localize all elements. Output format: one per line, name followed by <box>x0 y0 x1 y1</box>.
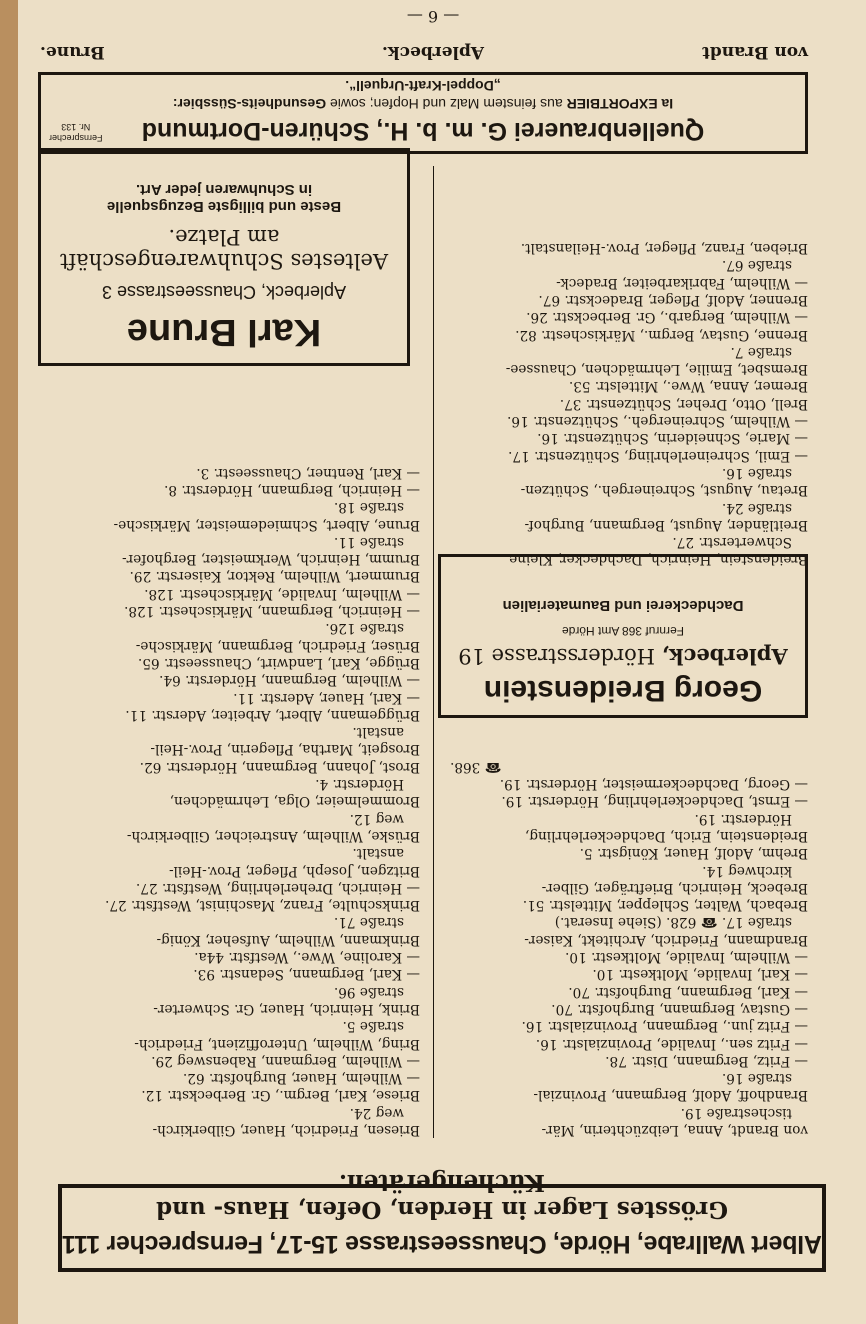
directory-entry: — Fritz sen., Invalide, Provinzialstr. 16. <box>535 1035 808 1052</box>
ad-exportbier: Ia EXPORTBIER <box>566 96 674 112</box>
ad-wallrabe-line1: Albert Wallrabe, Hörde, Chausseestrasse 15-17, Fernsprecher 111 <box>62 1230 822 1258</box>
directory-entry: Bring, Wilhelm, Unteroffizient, Friedrich- <box>134 1035 420 1052</box>
directory-entry: — Wilhelm, Schreinergeh., Schützenstr. 16. <box>507 413 808 430</box>
directory-entry: Brosgeit, Martha, Pflegerin, Prov.-Heil- <box>150 741 420 758</box>
directory-entry: — Wilhelm, Invalide, Moltkestr. 10. <box>565 949 808 966</box>
ad-brune-line5: Beste und billigste Bezugsquelle <box>106 198 342 215</box>
entries-column-right <box>50 463 420 1138</box>
ad-phone-number: Nr. 133 <box>61 122 91 132</box>
directory-entry: — Heinrich, Dreherlehrling, Westfstr. 27. <box>135 879 420 896</box>
directory-entry: Bremsbet, Emilie, Lehrmädchen, Chaussee- <box>505 361 808 378</box>
ad-breidenstein-trade: Dachdeckerei und Baumaterialien <box>502 597 744 614</box>
directory-entry: Brandhoff, Adolf, Bergmann, Provinzial- <box>533 1087 808 1104</box>
directory-entry: Brügge, Karl, Landwirt, Chausseestr. 65. <box>137 654 420 671</box>
directory-entry: straße 96. <box>333 983 404 1000</box>
directory-entry: Brehm, Adolf, Hauer, Königstr. 5. <box>579 845 808 862</box>
ad-wallrabe <box>58 1169 826 1272</box>
directory-entry: Brüske, Wilhelm, Anstreicher, Gilberkirch- <box>126 827 420 844</box>
directory-entry: — Fritz, Bergmann, Distr. 78. <box>605 1052 808 1069</box>
directory-entry: Briese, Karl, Bergm., Gr. Berbeckstr. 12. <box>141 1087 420 1104</box>
running-header-left: von Brandt <box>702 42 808 62</box>
directory-entry: weg 24. <box>349 1104 404 1121</box>
directory-entry: straße 18. <box>333 499 404 516</box>
running-header-center: Aplerbeck. <box>381 42 485 62</box>
directory-entry: Schwerterstr. 27. <box>672 534 792 551</box>
directory-entry: — Marie, Schneiderin, Schützenstr. 16. <box>537 430 808 447</box>
directory-entry: Brebach, Walter, Schlepper, Mittelstr. 51. <box>522 897 808 914</box>
directory-entry: — Heinrich, Bergmann, Märkischestr. 128. <box>123 603 420 620</box>
directory-entry: Brinkmann, Wilhelm, Aufseher, König- <box>156 931 420 948</box>
directory-entry: Bremer, Anna, Wwe., Mittelstr. 53. <box>568 378 808 395</box>
directory-entry: straße 17. ☎ 628. (Siehe Inserat.) <box>554 914 792 931</box>
directory-entry: Brüser, Friedrich, Bergmann, Märkische- <box>135 637 420 654</box>
directory-entry: Brummert, Wilhelm, Rektor, Kaiserstr. 29. <box>129 568 420 585</box>
directory-entry: — Heinrich, Bergmann, Hörderstr. 8. <box>164 482 420 499</box>
directory-entry: straße 126. <box>325 620 404 637</box>
directory-entry: Brandmann, Friedrich, Architekt, Kaiser- <box>524 931 808 948</box>
directory-entry: straße 16. <box>721 464 792 481</box>
directory-entry: kirchweg 14. <box>702 862 792 879</box>
ad-suessbier: Gesundheits-Süssbier: <box>172 96 327 112</box>
directory-entry: — Karoline, Wwe., Westfstr. 44a. <box>194 949 420 966</box>
directory-entry: straße 16. <box>721 1070 792 1087</box>
ad-karl-brune <box>38 148 410 366</box>
directory-entry: Brune, Albert, Schmiedemeister, Märkische- <box>113 516 420 533</box>
directory-entry: Britzgen, Joseph, Pfleger, Prov.-Heil- <box>168 862 420 879</box>
directory-entry: straße 24. <box>721 499 792 516</box>
directory-entry: straße 5. <box>342 1018 404 1035</box>
directory-entry: straße 71. <box>333 914 404 931</box>
directory-entry: Brenner, Adolf, Pfleger, Bradeckstr. 67. <box>538 292 808 309</box>
directory-entry: von Brandt, Anna, Leibzüchterin, Mär- <box>541 1122 808 1138</box>
directory-entry: — Karl, Hauer, Aderstr. 11. <box>233 689 420 706</box>
directory-entry: — Karl, Invalide, Moltkestr. 10. <box>592 966 808 983</box>
directory-entry: Brell, Otto, Dreher, Schützenstr. 37. <box>559 395 808 412</box>
directory-entry: Breidenstein, Erich, Dachdeckerlehrling, <box>524 827 808 844</box>
ad-brune-address: Aplerbeck, Chausseestrasse 3 <box>101 282 347 302</box>
directory-entry: straße 67. <box>721 257 792 274</box>
directory-entry: Hörderstr. 19. <box>694 810 792 827</box>
ad-brune-line6: in Schuhwaren jeder Art. <box>135 181 313 198</box>
directory-entry: Brumm, Heinrich, Werkmeister, Berghofer- <box>122 551 420 568</box>
ad-breidenstein-town: Aplerbeck, <box>661 644 788 669</box>
directory-entry: Bretau, August, Schreinergeh., Schützen- <box>520 482 808 499</box>
column-divider <box>433 166 434 1138</box>
directory-entry: — Emil, Schreinerlehrling, Schützenstr. 17. <box>508 447 808 464</box>
directory-entry: — Wilhelm, Fabrikarbeiter, Bradeck- <box>556 274 808 291</box>
directory-entry: weg 12. <box>349 810 404 827</box>
directory-entry: straße 7. <box>730 343 792 360</box>
ad-breidenstein-street: Hördersstrasse 19 <box>458 644 662 668</box>
ad-brune-line4: am Platze. <box>168 225 280 249</box>
directory-entry: — Karl, Bergmann, Burghofstr. 70. <box>568 983 808 1000</box>
directory-entry: — Wilhelm, Bergmann, Hörderstr. 64. <box>159 672 420 689</box>
page-binding-edge <box>0 0 18 1324</box>
directory-entry: ☎ 368. <box>450 758 502 775</box>
directory-entry: — Wilhelm, Hauer, Burghofstr. 62. <box>182 1070 420 1087</box>
directory-entry: — Karl, Bergmann, Sedanstr. 93. <box>193 966 420 983</box>
directory-entry: Brinkschulte, Franz, Maschinist, Westfstr. 27. <box>105 897 420 914</box>
ad-quellen-line3: „Doppel-Kraft-Urquell“. <box>345 78 501 94</box>
ad-brune-title: Karl Brune <box>126 311 322 353</box>
directory-entry: Hörderstr. 4. <box>315 776 404 793</box>
directory-entry: Brebeck, Heinrich, Briefträger, Gilber- <box>541 879 808 896</box>
directory-entry: Brieben, Franz, Pfleger, Prov.-Heilanstalt. <box>520 240 808 257</box>
ad-phone-label: Fernsprecher <box>49 133 103 143</box>
directory-entry: Breidenstein, Heinrich, Dachdecker, Kleine <box>509 551 808 568</box>
directory-entry: anstalt. <box>352 724 404 741</box>
page-number: — 6 — <box>406 7 460 26</box>
directory-entry: Briesen, Friedrich, Hauer, Gilberkirch- <box>152 1122 420 1138</box>
directory-entry: straße 11. <box>333 533 404 550</box>
ad-breidenstein <box>438 554 808 718</box>
ad-quellenbrauerei <box>38 72 808 154</box>
directory-entry: Breitländer, August, Bergmann, Burghof- <box>524 516 808 533</box>
directory-entry: tischestraße 19. <box>680 1104 792 1121</box>
ad-wallrabe-line2: Grösstes Lager in Herden, Oefen, Haus- und Küchengeräten. <box>156 1169 728 1223</box>
directory-entry: — Gustav, Bergmann, Burghofstr. 70. <box>551 1000 808 1017</box>
ad-breidenstein-title: Georg Breidenstein <box>483 674 763 707</box>
directory-entry: — Fritz jun., Bergmann, Provinzialstr. 16. <box>521 1018 808 1035</box>
directory-entry: — Ernst, Dachdeckerlehrling, Hörderstr. 19. <box>501 793 808 810</box>
directory-entry: Brost, Johann, Bergmann, Hörderstr. 62. <box>139 758 420 775</box>
directory-entry: Brommelmeier, Olga, Lehrmädchen, <box>169 793 420 810</box>
directory-entry: Brink, Heinrich, Hauer, Gr. Schwerter- <box>153 1000 420 1017</box>
ad-brune-line3: Aeltestes Schuhwarengeschäft <box>59 249 389 273</box>
ad-quellenbrauerei-title: Quellenbrauerei G. m. b. H., Schüren-Dortmund <box>141 117 705 145</box>
directory-entry: — Georg, Dachdeckermeister, Hörderstr. 19. <box>499 776 808 793</box>
ad-quellen-line2: aus feinstem Malz und Hopfen; sowie <box>326 96 567 112</box>
ad-breidenstein-phone: Fernruf 368 Amt Hörde <box>561 624 685 638</box>
directory-entry: — Wilhelm, Bergmann, Rabensweg 29. <box>151 1052 420 1069</box>
running-header-right: Brune. <box>40 42 105 62</box>
directory-entry: — Wilhelm, Bergarb., Gr. Berbeckstr. 26. <box>526 309 808 326</box>
directory-entry: anstalt. <box>352 845 404 862</box>
directory-entry: — Karl, Rentner, Chausseestr. 3. <box>196 464 420 481</box>
directory-entry: Brüggemann, Albert, Arbeiter, Aderstr. 11. <box>125 706 420 723</box>
directory-entry: — Wilhelm, Invalide, Märkischestr. 128. <box>144 585 420 602</box>
directory-entry: Brenne, Gustav, Bergm., Märkischestr. 82. <box>515 326 808 343</box>
